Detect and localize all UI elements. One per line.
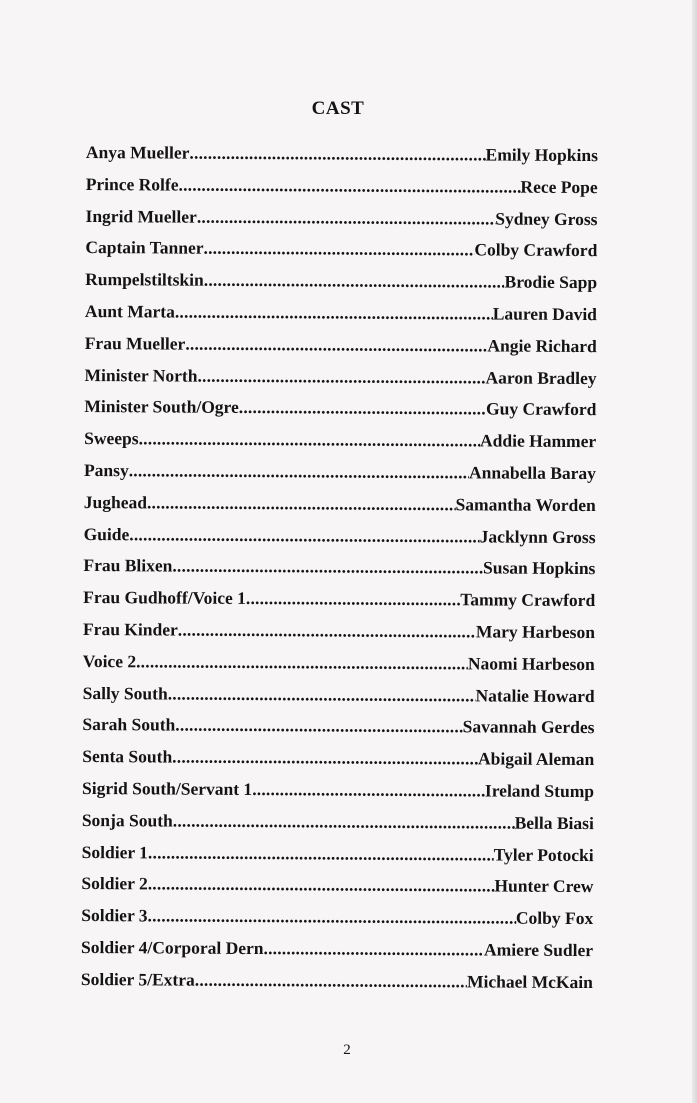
actor-name: Brodie Sapp [504, 271, 598, 293]
role-name: Voice 2 [82, 650, 137, 672]
actor-name: Savannah Gerdes [462, 716, 595, 738]
role-name: Soldier 2 [81, 873, 148, 894]
dot-leader [189, 143, 485, 166]
cast-row [85, 301, 597, 336]
cast-row [82, 746, 594, 781]
role-name: Minister North [84, 364, 198, 386]
dot-leader [148, 874, 495, 897]
actor-name: Natalie Howard [475, 684, 595, 706]
role-name: Sonja South [81, 809, 173, 831]
cast-row [81, 937, 593, 972]
dot-leader [252, 779, 485, 801]
dot-leader [129, 460, 469, 483]
role-name: Rumpelstiltskin [85, 269, 204, 290]
actor-name: Lauren David [492, 303, 598, 325]
page-edge-shadow [692, 0, 697, 1103]
cast-row [82, 714, 594, 749]
cast-row [83, 651, 595, 686]
actor-name: Bella Biasi [514, 812, 594, 833]
dot-leader [178, 174, 520, 197]
cast-row [83, 619, 595, 654]
dot-leader [175, 302, 493, 325]
actor-name: Susan Hopkins [482, 557, 596, 579]
dot-leader [147, 492, 456, 515]
dot-leader [197, 206, 496, 229]
cast-row [81, 873, 593, 908]
role-name: Anya Mueller [85, 142, 190, 163]
dot-leader [204, 270, 505, 293]
actor-name: Aaron Bradley [485, 367, 597, 388]
role-name: Pansy [83, 459, 129, 481]
role-name: Aunt Marta [84, 300, 175, 322]
role-name: Frau Kinder [82, 618, 178, 640]
cast-row [85, 269, 597, 304]
actor-name: Colby Fox [515, 907, 594, 929]
role-name: Jughead [83, 491, 148, 513]
dot-leader [175, 715, 462, 738]
dot-leader [197, 365, 485, 388]
cast-row [82, 842, 594, 877]
dot-leader [246, 588, 460, 610]
cast-row [85, 237, 597, 272]
cast-row [85, 333, 597, 368]
role-name: Senta South [82, 746, 173, 767]
cast-row [83, 683, 595, 718]
role-name: Soldier 1 [81, 841, 149, 862]
actor-name: Amiere Sudler [483, 939, 594, 961]
actor-name: Annabella Baray [469, 462, 597, 484]
dot-leader [203, 238, 474, 261]
cast-row [83, 524, 595, 559]
dot-leader [239, 397, 486, 420]
role-name: Soldier 5/Extra [80, 968, 195, 990]
cast-row [86, 142, 598, 177]
actor-name: Michael McKain [466, 971, 593, 992]
role-name: Frau Gudhoff/Voice 1 [83, 587, 246, 609]
dot-leader [172, 556, 483, 579]
actor-name: Sydney Gross [495, 208, 598, 229]
dot-leader [173, 810, 515, 833]
role-name: Guide [83, 523, 130, 544]
page-number: 2 [343, 1042, 351, 1058]
actor-name: Tyler Potocki [493, 844, 594, 865]
role-name: Sally South [82, 682, 168, 704]
role-name: Captain Tanner [85, 237, 204, 259]
role-name: Soldier 4/Corporal Dern [81, 936, 264, 959]
cast-row [84, 365, 596, 400]
role-name: Sarah South [82, 714, 176, 735]
actor-name: Tammy Crawford [460, 589, 596, 611]
dot-leader [263, 938, 484, 960]
actor-name: Hunter Crew [494, 875, 594, 897]
cast-row [81, 969, 593, 1004]
actor-name: Addie Hammer [479, 430, 597, 452]
actor-name: Jacklynn Gross [479, 525, 596, 547]
role-name: Frau Mueller [84, 332, 186, 354]
actor-name: Guy Crawford [485, 398, 597, 420]
dot-leader [148, 842, 494, 865]
actor-name: Naomi Harbeson [467, 653, 595, 674]
cast-row [82, 778, 594, 813]
cast-row [84, 396, 596, 431]
cast-row [84, 492, 596, 527]
role-name: Minister South/Ogre [84, 396, 239, 418]
cast-list [81, 142, 598, 1004]
actor-name: Ireland Stump [484, 780, 595, 802]
actor-name: Angie Richard [487, 335, 597, 356]
dot-leader [172, 747, 478, 770]
role-name: Sweeps [84, 428, 139, 449]
page-title: CAST [311, 98, 365, 119]
dot-leader [139, 428, 480, 451]
role-name: Soldier 3 [81, 905, 148, 926]
cast-row [84, 460, 596, 495]
dot-leader [148, 906, 517, 929]
dot-leader [168, 683, 476, 706]
role-name: Ingrid Mueller [85, 205, 197, 227]
actor-name: Samantha Worden [455, 494, 596, 515]
cast-row [85, 206, 597, 241]
dot-leader [129, 524, 480, 547]
actor-name: Mary Harbeson [475, 621, 596, 643]
actor-name: Rece Pope [520, 176, 598, 197]
actor-name: Abigail Aleman [477, 748, 595, 770]
cast-row [83, 587, 595, 622]
dot-leader [136, 651, 468, 674]
role-name: Frau Blixen [83, 555, 173, 576]
actor-name: Colby Crawford [474, 239, 598, 261]
role-name: Prince Rolfe [85, 173, 179, 195]
dot-leader [178, 620, 476, 643]
role-name: Sigrid South/Servant 1 [81, 777, 253, 799]
cast-row [83, 555, 595, 590]
dot-leader [185, 333, 487, 356]
actor-name: Emily Hopkins [485, 144, 598, 166]
dot-leader [195, 969, 467, 992]
cast-row [86, 174, 598, 209]
cast-row [81, 905, 593, 940]
cast-row [84, 428, 596, 463]
cast-row [82, 810, 594, 845]
